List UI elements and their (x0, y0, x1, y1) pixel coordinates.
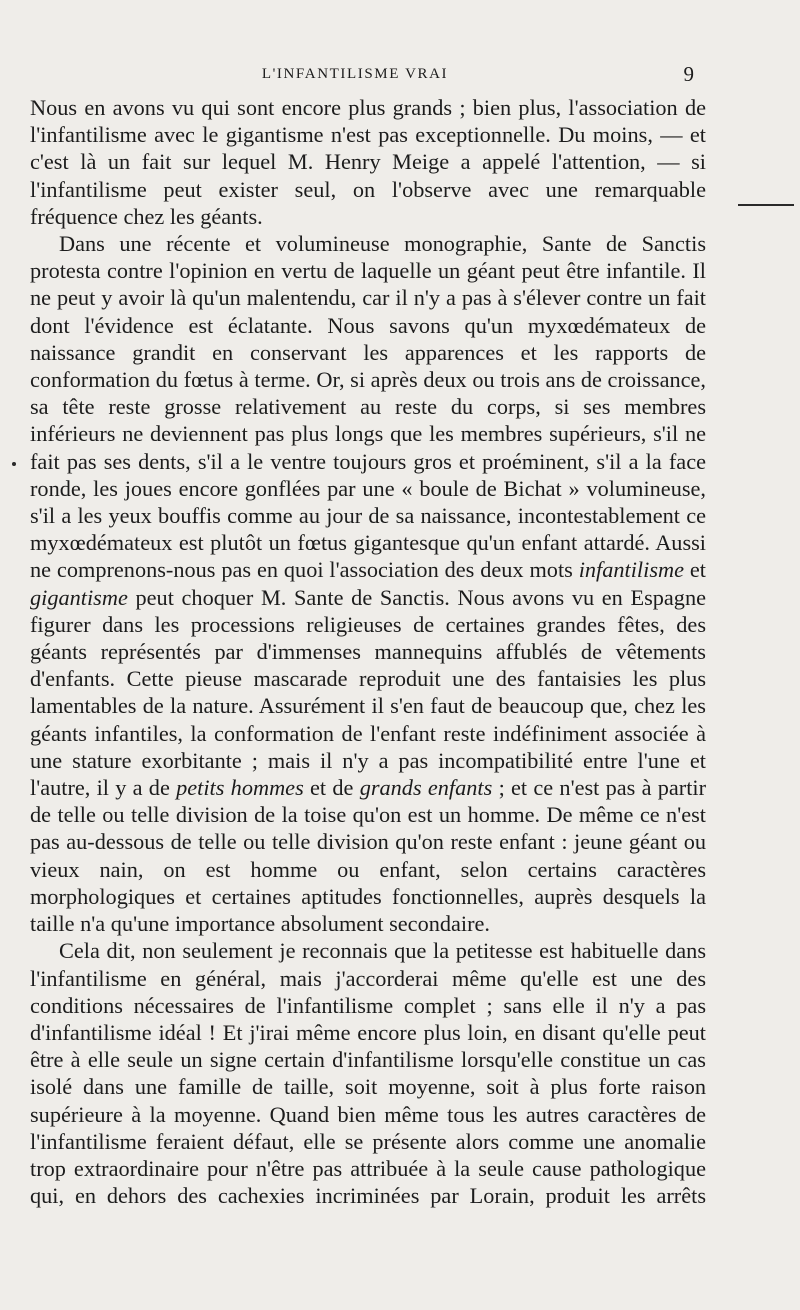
paragraph-2-part-a: Dans une récente et volumineuse monographie, Sante de Sanctis protesta contre l'opinion en vertu de laquelle un géant peut être infantile. Il ne peut y avoir là qu'un malentendu, car il n'y a pas à s'élever contre un fait dont l'évidence est éclatante. Nous savons qu'un myxœdémateux de naissance grandit en conservant les apparences et les rapports de conformation du fœtus à terme. Or, si après deux ou trois ans de croissance, sa tête reste grosse relativement au reste du corps, si ses membres inférieurs ne deviennent pas plus longs que les membres supérieurs, s'il ne fait pas ses dents, s'il a le ventre toujours gros et proéminent, s'il a la face ronde, les joues encore gonflées par une « boule de Bichat » volumineuse, s'il a les yeux bouffis comme au jour de sa naissance, incontestablement ce myxœdémateux est plutôt un fœtus gigantesque qu'un enfant attardé. Aussi ne comprenons-nous pas en quoi l'association des deux mots (30, 231, 706, 583)
emphasis-grands-enfants: grands enfants (359, 775, 493, 801)
paragraph-3: Cela dit, non seulement je reconnais que la petitesse est habituelle dans l'infantilisme en général, mais j'accorderai même qu'elle est une des conditions nécessaires de l'infantilisme complet ; sans elle il n'y a pas d'infantilisme idéal ! Et j'irai même encore plus loin, en disant qu'elle peut être à elle seule un signe certain d'infantilisme lorsqu'elle constitue un cas isolé dans une famille de taille, soit moyenne, soit à plus forte raison supérieure à la moyenne. Quand bien même tous les autres caractères de l'infantilisme feraient défaut, elle se présente alors comme une anomalie trop extraordinaire pour n'être pas attribuée à la seule cause pathologique qui, en dehors des cachexies incriminées par Lorain, produit les arrêts (30, 938, 706, 1209)
emphasis-infantilisme: infantilisme (578, 557, 684, 583)
body-text (30, 94, 706, 1209)
paragraph-2-part-b: et (689, 557, 706, 583)
emphasis-petits-hommes: petits hommes (176, 775, 304, 801)
paragraph-2-part-e: ; et ce n'est pas à partir de telle ou telle division de la toise qu'on est un homme. De même ce n'est pas au-dessous de telle ou telle division qu'on reste enfant : jeune géant ou vieux nain, on est homme ou enfant, selon certains caractères morphologiques et certaines aptitudes fonctionnelles, auprès desquels la taille n'a qu'une importance absolument secondaire. (30, 775, 707, 937)
page-header (30, 62, 694, 90)
paragraph-2 (30, 230, 706, 937)
paragraph-2-part-d: et de (310, 775, 354, 801)
running-head: L'INFANTILISME VRAI (261, 66, 449, 82)
paragraph-1: Nous en avons vu qui sont encore plus grands ; bien plus, l'association de l'infantilisme avec le gigantisme n'est pas exceptionnelle. Du moins, — et c'est là un fait sur lequel M. Henry Meige a appelé l'attention, — si l'infantilisme peut exister seul, on l'observe avec une remarquable fréquence chez les géants. (30, 95, 706, 229)
page-number: 9 (683, 62, 694, 86)
emphasis-gigantisme: gigantisme (30, 584, 128, 610)
margin-pencil-mark (738, 204, 794, 206)
paragraph-2-part-c: peut choquer M. Sante de Sanctis. Nous avons vu en Espagne figurer dans les processions religieuses de certaines grandes fêtes, des géants représentés par d'immenses mannequins affublés de vêtements d'enfants. Cette pieuse mascarade reproduit une des fantaisies les plus lamentables de la nature. Assurément il s'en faut de beaucoup que, chez les géants infantiles, la conformation de l'enfant reste indéfiniment associée à une stature exorbitante ; mais il n'y a pas incompatibilité entre l'une et l'autre, il y a de (30, 584, 706, 801)
margin-dot-mark (12, 462, 16, 466)
